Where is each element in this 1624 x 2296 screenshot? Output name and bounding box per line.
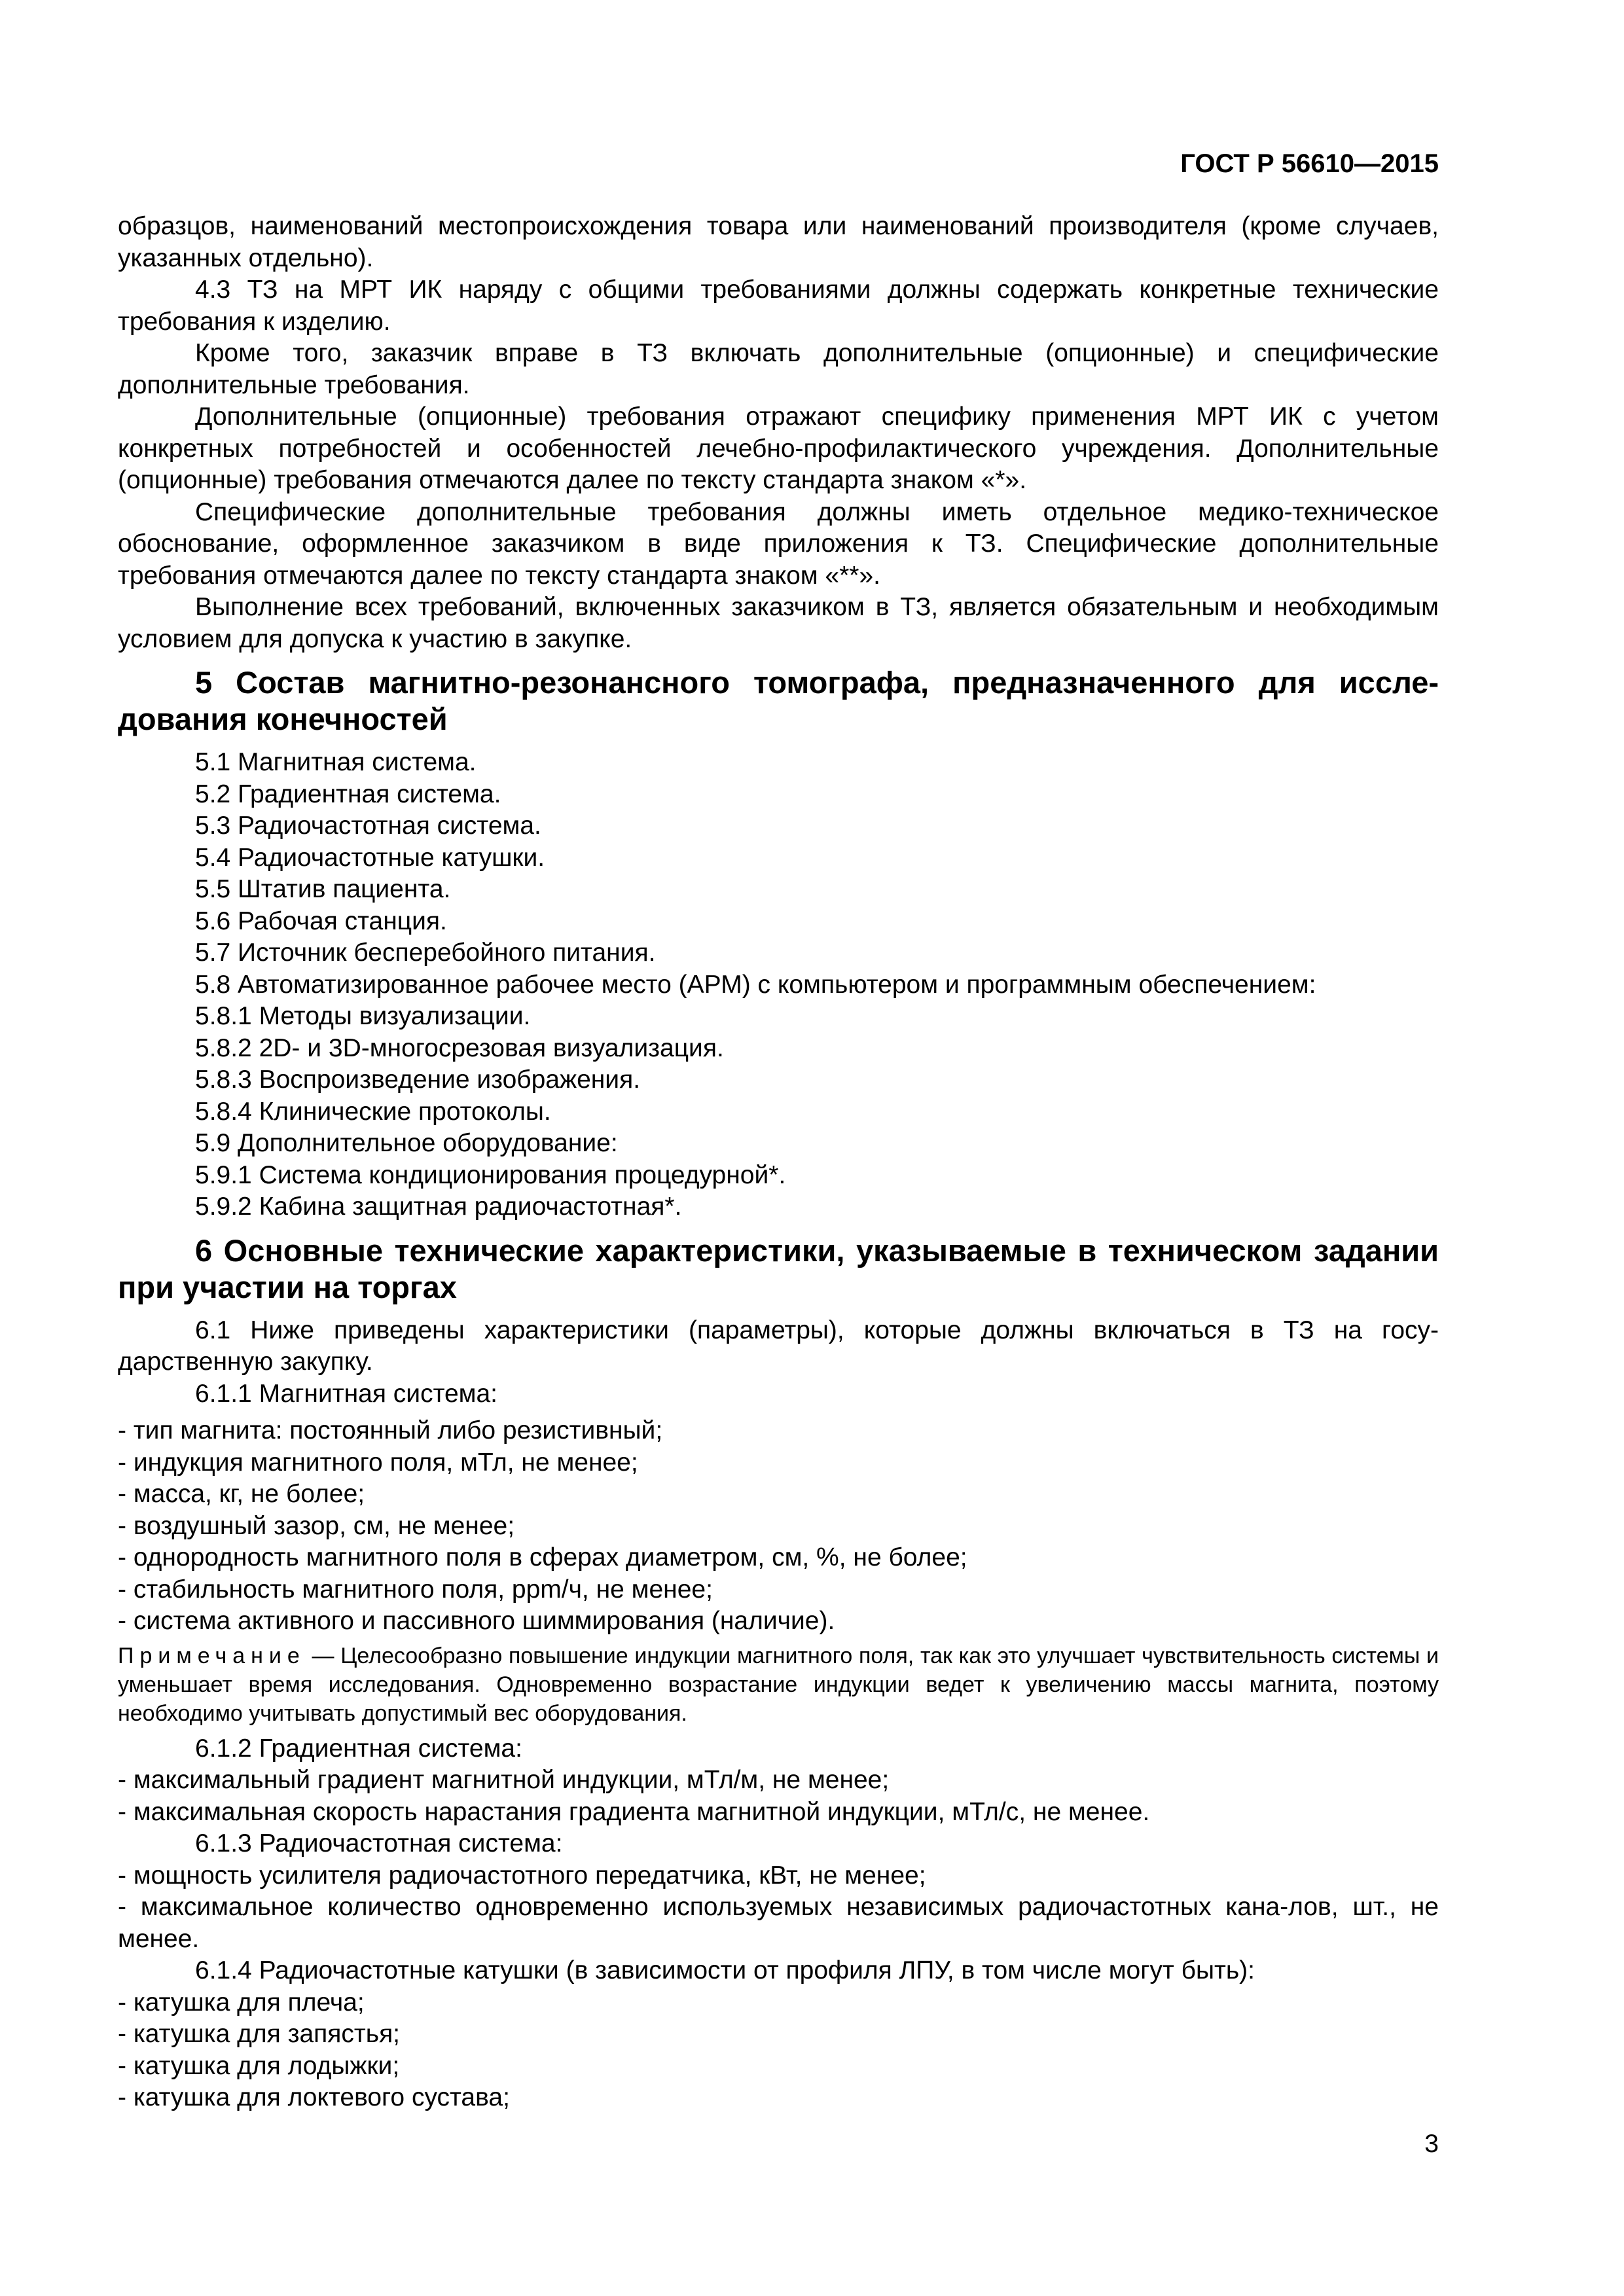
section-5-list [118, 747, 1439, 1223]
note-text: — Целесообразно повышение индукции магнитного поля, так как это улучшает чувствительность системы и уменьшает время исследования. Одновременно возрастание индукции ведет к увеличению массы магнита, поэтому необходимо учитывать допустимый вес оборудования. [118, 1643, 1439, 1726]
paragraph-mandatory-condition: Выполнение всех требований, включенных заказчиком в ТЗ, является обязательным и необходимым условием для допуска к участию в закупке. [118, 593, 1439, 653]
note-label: Примечание [118, 1643, 306, 1668]
subheading-6-1-2: 6.1.2 Градиентная система: [195, 1734, 522, 1763]
list-item: 5.8.1 Методы визуализации. [195, 1002, 531, 1030]
list-item: 5.1 Магнитная система. [195, 748, 477, 776]
document-code-header: ГОСТ Р 56610—2015 [1180, 149, 1439, 178]
list-item: 5.8.2 2D- и 3D-многосрезовая визуализация. [195, 1033, 724, 1062]
paragraph-additional-requirements: Кроме того, заказчик вправе в ТЗ включать дополнительные (опционные) и специфические дополнительные требования. [118, 339, 1439, 399]
section-5-heading: 5 Состав магнитно-резонансного томографа, предназначенного для иссле-дования конечностей [118, 665, 1439, 736]
list-item: - воздушный зазор, см, не менее; [118, 1511, 515, 1540]
list-item: 5.3 Радиочастотная система. [195, 812, 541, 840]
list-item: 5.8.4 Клинические протоколы. [195, 1097, 551, 1126]
page-number: 3 [1424, 2130, 1439, 2158]
subheading-6-1-4: 6.1.4 Радиочастотные катушки (в зависимости от профиля ЛПУ, в том числе могут быть): [195, 1956, 1255, 1984]
list-item: 5.5 Штатив пациента. [195, 875, 451, 903]
note-block [118, 1641, 1439, 1728]
list-item: - катушка для локтевого сустава; [118, 2083, 510, 2111]
list-item: - однородность магнитного поля в сферах диаметром, см, %, не более; [118, 1543, 967, 1571]
list-item: - мощность усилителя радиочастотного передатчика, кВт, не менее; [118, 1861, 926, 1890]
gradient-system-list [118, 1765, 1439, 1828]
list-item: - максимальный градиент магнитной индукции, мТл/м, не менее; [118, 1766, 890, 1794]
subheading-6-1-1: 6.1.1 Магнитная система: [195, 1379, 498, 1408]
rf-coil-list [118, 1987, 1439, 2114]
magnet-system-list [118, 1415, 1439, 1638]
list-item: - катушка для плеча; [118, 1988, 365, 2017]
list-item: 5.8 Автоматизированное рабочее место (АРМ) с компьютером и программным обеспечением: [195, 970, 1316, 999]
list-item: 5.9.1 Система кондиционирования процедурной*. [195, 1160, 786, 1189]
list-item: - система активного и пассивного шиммирования (наличие). [118, 1607, 835, 1635]
subheading-6-1-3: 6.1.3 Радиочастотная система: [195, 1829, 563, 1857]
list-item: 5.9 Дополнительное оборудование: [195, 1129, 618, 1157]
paragraph-continuation: образцов, наименований местопроисхождения товара или наименований производителя (кроме случаев, указанных отдельно). [118, 212, 1439, 272]
list-item: 5.6 Рабочая станция. [195, 906, 447, 935]
list-item-wrapped: - максимальное количество одновременно используемых независимых радиочастотных кана-лов, шт., не менее. [118, 1893, 1439, 1953]
list-item: 5.4 Радиочастотные катушки. [195, 843, 545, 872]
list-item: - индукция магнитного поля, мТл, не менее; [118, 1448, 638, 1477]
paragraph-6-1: 6.1 Ниже приведены характеристики (параметры), которые должны включаться в ТЗ на госу-дарственную закупку. [118, 1316, 1439, 1376]
list-item: - катушка для запястья; [118, 2020, 401, 2048]
list-item: - максимальная скорость нарастания градиента магнитной индукции, мТл/с, не менее. [118, 1797, 1150, 1826]
list-item: 5.7 Источник бесперебойного питания. [195, 939, 656, 967]
paragraph-4-3: 4.3 ТЗ на МРТ ИК наряду с общими требованиями должны содержать конкретные технические требования к изделию. [118, 276, 1439, 336]
list-item: - стабильность магнитного поля, ppm/ч, не менее; [118, 1575, 713, 1604]
list-item: - масса, кг, не более; [118, 1480, 365, 1508]
list-item: - тип магнита: постоянный либо резистивный; [118, 1416, 663, 1444]
page-body [118, 211, 1439, 2114]
list-item: 5.2 Градиентная система. [195, 780, 501, 808]
list-item: 5.8.3 Воспроизведение изображения. [195, 1066, 641, 1094]
paragraph-optional-requirements: Дополнительные (опционные) требования отражают специфику применения МРТ ИК с учетом конкретных потребностей и особенностей лечебно-профилактического учреждения. Дополнительные (опционные) требования отмечаются далее по тексту стандарта знаком «*». [118, 403, 1439, 494]
paragraph-specific-requirements: Специфические дополнительные требования должны иметь отдельное медико-техническое обоснование, оформленное заказчиком в виде приложения к ТЗ. Специфические дополнительные требования отмечаются далее по тексту стандарта знаком «**». [118, 497, 1439, 590]
list-item: - катушка для лодыжки; [118, 2051, 400, 2080]
section-6-heading: 6 Основные технические характеристики, указываемые в техническом задании при участии на торгах [118, 1232, 1439, 1304]
list-item: 5.9.2 Кабина защитная радиочастотная*. [195, 1193, 682, 1221]
